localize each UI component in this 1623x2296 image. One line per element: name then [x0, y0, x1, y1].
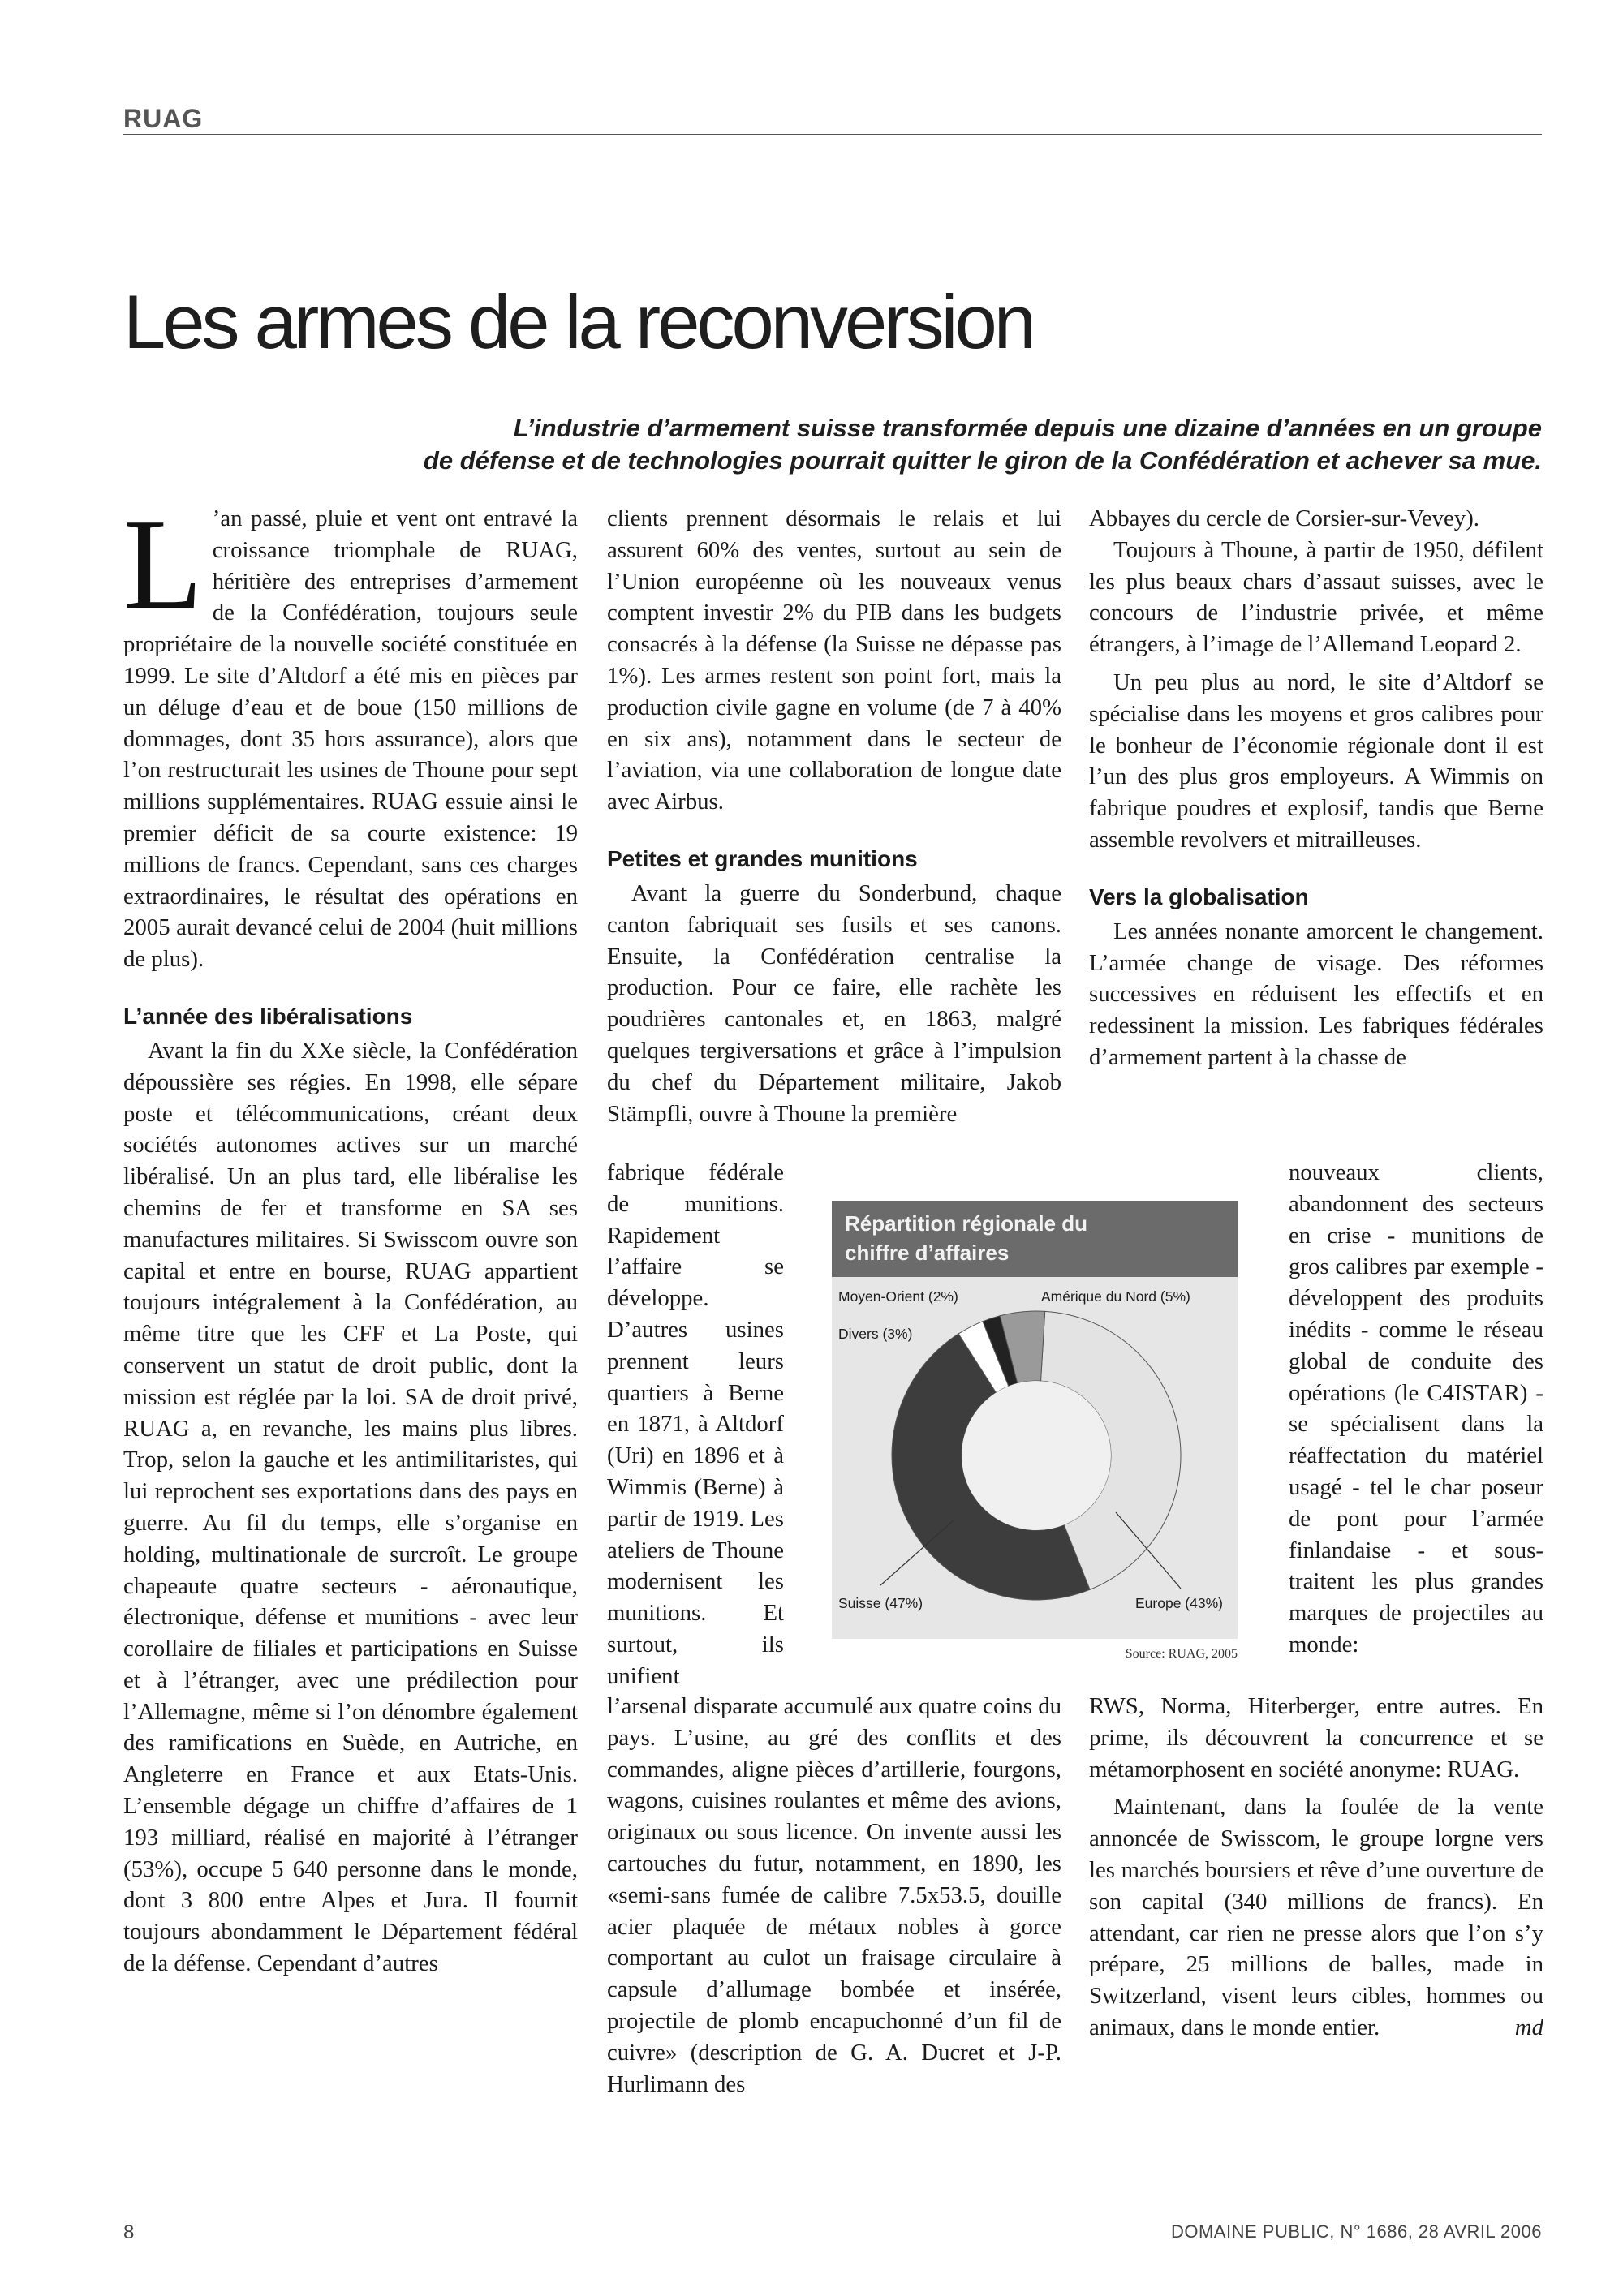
subheading: Vers la globalisation: [1089, 884, 1309, 909]
paragraph: Les années nonante amorcent le changement. L’armée change de visage. Des réformes successives en réduisent les effectifs et en redessinent la mission. Les fabriques fédérales d’armement partent à la chasse de: [1089, 918, 1543, 1070]
paragraph: Abbayes du cercle de Corsier-sur-Vevey).: [1089, 505, 1479, 531]
slice-label: Moyen-Orient (2%): [838, 1288, 958, 1305]
paragraph: Toujours à Thoune, à partir de 1950, défilent les plus beaux chars d’assaut suisses, avec le concours de l’industrie privée, et même étrangers, à l’image de l’Allemand Leopard 2.: [1089, 536, 1543, 658]
paragraph: nouveaux clients, abandonnent des secteurs en crise - munitions de gros calibres par exemple - développent des produits inédits - comme le réseau global de conduite des opérations (le C4ISTAR) - se spécialisent dans la réaffectation du matériel usagé - tel le char poseur de pont pour l’armée finlandaise - et sous-traitent les plus grandes marques de projectiles au monde:: [1289, 1159, 1543, 1658]
column-3-narrow: [1289, 1157, 1543, 1661]
subheading: Petites et grandes munitions: [607, 845, 918, 871]
lead-line-2: de défense et de technologies pourrait quitter le giron de la Confédération et achever sa mue.: [423, 446, 1542, 475]
chart-title-line-1: Répartition régionale du: [845, 1211, 1088, 1236]
paragraph: RWS, Norma, Hiterberger, entre autres. En prime, ils découvrent la concurrence et se métamorphosent en société anonyme: RUAG.: [1089, 1693, 1543, 1782]
paragraph: Avant la fin du XXe siècle, la Confédération dépoussière ses régies. En 1998, elle sépare poste et télécommunications, créant deux sociétés autonomes actives sur un marché libéralisé. Un an plus tard, elle libéralise les chemins de fer et transforme en SA ses manufactures militaires. Si Swisscom ouvre son capital et entre en bourse, RUAG appartient toujours intégralement à la Confédération, au même titre que les CFF et La Poste, qui conservent un statut de droit public, dont la mission est réglée par la loi. SA de droit privé, RUAG a, en revanche, les mains plus libres. Trop, selon la gauche et les antimilitaristes, qui lui reprochent ses exportations dans des pays en guerre. Au fil du temps, elle s’organise en holding, multinationale de surcroît. Le groupe chapeaute quatre secteurs - aéronautique, électronique, défense et munitions - avec leur corollaire de filiales et participations en Suisse et à l’étranger, avec une prédilection pour l’Allemagne, même si l’on dénombre également des ramifications en Suède, en Autriche, en Angleterre en France et aux Etats-Unis. L’ensemble dégage un chiffre d’affaires de 1 193 milliard, réalisé en majorité à l’étranger (53%), occupe 5 640 personne dans le monde, dont 3 800 entre Alpes et Jura. Il fournit toujours abondamment le Département fédéral de la défense. Cependant d’autres: [123, 1037, 578, 1977]
column-3: [1089, 503, 1543, 1073]
column-3-bottom: [1089, 1691, 1543, 2044]
slice-label: Suisse (47%): [838, 1595, 923, 1611]
slice-label: Europe (43%): [1135, 1595, 1223, 1611]
chart-source: Source: RUAG, 2005: [1125, 1647, 1238, 1661]
column-2-narrow: [607, 1157, 784, 1692]
subheading: L’année des libéralisations: [123, 1003, 413, 1029]
lead-line-1: L’industrie d’armement suisse transformée depuis une dizaine d’années en un groupe: [513, 414, 1542, 442]
chart-header: [832, 1201, 1238, 1277]
chart-title-line-2: chiffre d’affaires: [845, 1240, 1010, 1265]
article-title: Les armes de la reconversion: [123, 278, 1034, 364]
paragraph-text: ’an passé, pluie et vent ont entravé la croissance triomphale de RUAG, héritière des entreprises d’armement de la Confédération, toujours seule propriétaire de la nouvelle société constituée en 1999. Le site d’Altdorf a été mis en pièces par un déluge d’eau et de boue (150 millions de dommages, dont 35 hors assurance), alors que l’on restructurait les usines de Thoune pour sept millions supplémentaires. RUAG essuie ainsi le premier déficit de sa courte existence: 19 millions de francs. Cependant, sans ces charges extraordinaires, le résultat des opérations en 2005 aurait devancé celui de 2004 (huit millions de plus).: [123, 505, 578, 973]
slice-label: Divers (3%): [838, 1326, 913, 1342]
slice-label: Amérique du Nord (5%): [1041, 1288, 1190, 1305]
paragraph: clients prennent désormais le relais et lui assurent 60% des ventes, surtout au sein de l’Union européenne où les nouveaux venus comptent investir 2% du PIB dans les budgets consacrés à la défense (la Suisse ne dépasse pas 1%). Les armes restent son point fort, mais la production civile gagne en volume (de 7 à 40% en six ans), notamment dans le secteur de l’aviation, via une collaboration de longue date avec Airbus.: [607, 505, 1061, 815]
paragraph-text: Maintenant, dans la foulée de la vente annoncée de Swisscom, le groupe lorgne vers les marchés boursiers et rêve d’une ouverture de son capital (340 millions de francs). En attendant, car rien ne presse alors que l’on s’y prépare, 25 millions de balles, made in Switzerland, visent leurs cibles, hommes ou animaux, dans le monde entier.: [1089, 1794, 1543, 2040]
column-2: [607, 503, 1061, 1129]
paragraph: [1089, 1791, 1543, 2043]
paragraph: l’arsenal disparate accumulé aux quatre coins du pays. L’usine, au gré des conflits et des commandes, aligne pièces d’artillerie, fourgons, wagons, cuisines roulantes et même des avions, originaux ou sous licence. On invente aussi les cartouches du futur, notamment, en 1890, les «semi-sans fumée de calibre 7.5x53.5, douille acier plaquée de métaux nobles à gorce comportant au culot un fraisage circulaire à capsule d’allumage bombée et insérée, projectile de plomb encapuchonné d’un fil de cuivre» (description de G. A. Ducret et J-P. Hurlimann des: [607, 1693, 1061, 2097]
paragraph: Avant la guerre du Sonderbund, chaque canton fabriquait ses fusils et ses canons. Ensuite, la Confédération centralise la production. Pour ce faire, elle rachète les poudrières cantonales et, en 1863, malgré quelques tergiversations et grâce à l’impulsion du chef du Département militaire, Jakob Stämpfli, ouvre à Thoune la première: [607, 879, 1061, 1127]
drop-cap: L: [123, 492, 203, 636]
paragraph: [123, 492, 578, 975]
page-number: 8: [123, 2221, 135, 2243]
publication-info: DOMAINE PUBLIC, N° 1686, 28 AVRIL 2006: [1170, 2221, 1542, 2242]
author-signature: md: [1514, 2014, 1543, 2040]
paragraph: fabrique fédérale de munitions. Rapidement l’affaire se développe. D’autres usines prennent leurs quartiers à Berne en 1871, à Altdorf (Uri) en 1896 et à Wimmis (Berne) à partir de 1919. Les ateliers de Thoune modernisent les munitions. Et surtout, ils unifient: [607, 1159, 784, 1689]
paragraph: Un peu plus au nord, le site d’Altdorf se spécialise dans les moyens et gros calibres pour le bonheur de l’économie régionale dont il est l’un des plus gros employeurs. A Wimmis on fabrique poudres et explosif, tandis que Berne assemble revolvers et mitrailleuses.: [1089, 669, 1543, 853]
column-1: [123, 492, 578, 1980]
section-tag: RUAG: [123, 104, 204, 133]
donut-hole: [962, 1381, 1111, 1530]
chart-body: [832, 1277, 1238, 1639]
article-lead: [123, 412, 1542, 477]
chart-title: [845, 1209, 1226, 1267]
column-2-bottom: [607, 1691, 1061, 2100]
header-rule: [123, 134, 1542, 135]
chart-figure: [832, 1201, 1238, 1679]
